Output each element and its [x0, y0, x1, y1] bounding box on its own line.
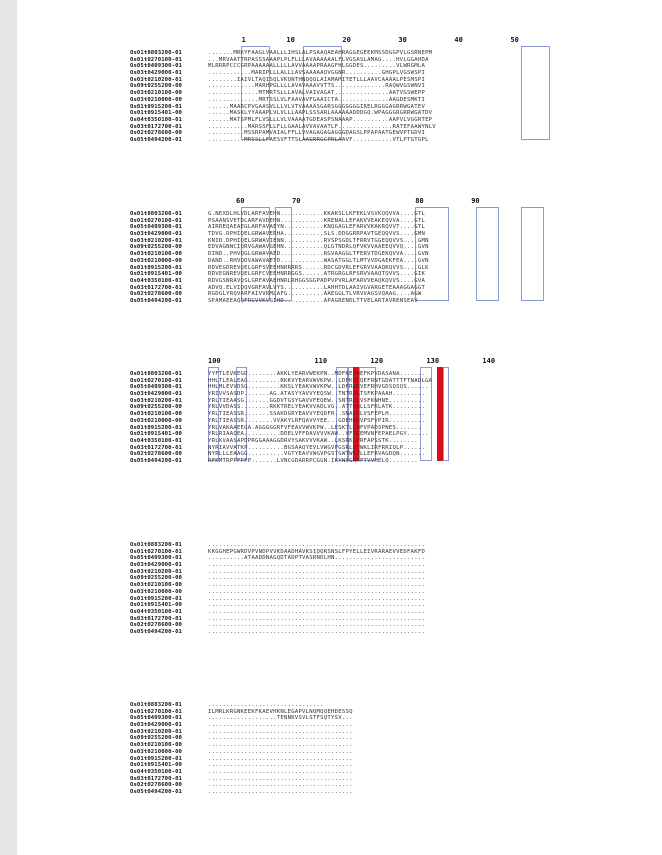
sequence-residues: YRLKVAASAPDPRGGAAAGGDRVYSAKVVVKAW..LKSRKLVRFAPSSTK........	[208, 437, 418, 444]
sequence-row	[130, 264, 550, 278]
sequence-residues: ................................	[208, 702, 324, 708]
sequence-id: Os03t0210000-00	[130, 417, 183, 424]
sequence-id: Os03t0210100-00	[130, 251, 183, 258]
sequence-row	[130, 367, 550, 377]
sequence-id: Os03t0429000-01	[130, 562, 183, 569]
sequence-rows	[130, 698, 550, 795]
sequence-id: Os01t0915401-00	[130, 431, 183, 438]
sequence-id: Os01t0915401-00	[130, 762, 183, 769]
sequence-id: Os03t0210200-01	[130, 568, 183, 575]
sequence-residues: YRIVVSASDP.......AG.ATASYYAVVYEQSW..TNTRQLTSFKPAAAH.........	[208, 391, 426, 398]
sequence-row	[130, 214, 550, 224]
sequence-residues: YRLRIAAQEA..........DDELVFFDAVVVVKAW..VFSKEMVNFEPAELPGY......	[208, 431, 429, 438]
sequence-residues: .......MRKYFAAGLVAALLLIHSLALPSAAQAEAHRAGGEGEEKMSSDGGPVLGSRNEPM	[208, 50, 433, 56]
sequence-id: Os03t0210200-01	[130, 237, 183, 244]
sequence-residues: EDVAGNNCIQRVGAWAVGEHN...........QLGTNDRLQFVKVVAAEEQVVQ....GVN	[208, 244, 429, 251]
sequence-id: Os03t0210200-01	[130, 728, 183, 735]
sequence-row	[130, 387, 550, 398]
alignment-block	[130, 197, 550, 304]
sequence-row	[130, 120, 550, 130]
sequence-id: Os03t0172700-01	[130, 284, 183, 291]
sequence-row	[130, 708, 550, 722]
sequence-row	[130, 698, 550, 708]
sequence-row	[130, 217, 550, 231]
sequence-residues: RGDGLYRQVARFAIVVRMLAFG..........AAEGGLTLVRVVAGSVQAAG....AGW	[208, 291, 422, 298]
sequence-id: Os01t0803200-01	[130, 50, 183, 56]
sequence-id: Os05t0409300-01	[130, 63, 183, 70]
sequence-row	[130, 103, 550, 117]
position-tick: 20	[342, 36, 351, 44]
sequence-rows	[130, 46, 550, 143]
sequence-row	[130, 725, 550, 735]
sequence-row	[130, 585, 550, 595]
sequence-row	[130, 785, 550, 795]
sequence-residues: TDVG.DPHIQELGRWAVERHA...........SLS.DDGGRRPAVTGEQQVVS....GMN	[208, 231, 426, 238]
sequence-row	[130, 565, 550, 575]
sequence-residues: ......MATSPMLFLVSLLLVLVAAAATGDEASPSNAAAP..........AAPVLVGGRTEP	[208, 116, 433, 123]
sequence-residues: ILMRLKRGNKEEKFKAEVHKNLEGAPVLNQMQQEHDESSQ	[208, 708, 353, 715]
sequence-id: Os03t0210100-00	[130, 411, 183, 418]
sequence-row	[130, 86, 550, 97]
position-tick: 70	[292, 197, 301, 205]
sequence-id: Os01t0915200-01	[130, 424, 183, 431]
sequence-row	[130, 66, 550, 77]
sequence-residues: ............................................................	[208, 582, 426, 589]
sequence-residues: ..........ATAADDNAGQDTADPTVASRNDLHN.........................	[208, 555, 426, 562]
sequence-row	[130, 123, 550, 137]
position-ruler	[130, 688, 550, 698]
sequence-residues: KKGGHEPGWRDVPVNDPVVKDAADHAVKSIQQRSNSLFPYELLEIVRARAEVVEDFAKFD	[208, 548, 426, 555]
sequence-id: Os01t0270100-01	[130, 217, 183, 224]
sequence-row	[130, 421, 550, 431]
sequence-residues: RDVEGDREVQELGRFSVEEHNRRRRS......RDCGDVRLEFGRVVAAQRQVVS....GLK	[208, 264, 429, 271]
sequence-residues: ............MARIPLLLALLLAVSAAAAAQVGGNR..........GHGPLVGSWSPI	[208, 70, 426, 77]
sequence-id: Os03t0210000-00	[130, 748, 183, 755]
sequence-row	[130, 444, 550, 458]
sequence-row	[130, 237, 550, 251]
sequence-row	[130, 374, 550, 384]
sequence-residues: .............MARHPGLLLLAVAVAAAVVTTS..............RAQWVGSWNVI	[208, 83, 426, 90]
sequence-residues: ............................................................	[208, 608, 426, 615]
sequence-row	[130, 394, 550, 404]
sequence-row	[130, 595, 550, 609]
sequence-row	[130, 605, 550, 615]
position-tick: 90	[471, 197, 480, 205]
sequence-row	[130, 745, 550, 755]
sequence-residues: SPAMAEEAQQFRGVVKVGIHD...........APAGRENDLTTVELARTAVRENSEAV	[208, 297, 418, 304]
sequence-residues: DAND..RHVQDVAWAVAETD............WASATGGLTLMTVVDGAEKFEA....GVN	[208, 257, 429, 264]
sequence-row	[130, 738, 550, 749]
sequence-row	[130, 261, 550, 271]
sequence-residues: ........................................	[208, 768, 353, 775]
sequence-id: Os05t0494200-01	[130, 788, 183, 795]
sequence-residues: ...MRVAATTRPASSSAAAPLPLFLLLAVAAAAAALFLVGSASLAMAG....HVLGGAHDA	[208, 56, 429, 63]
sequence-id: Os01t0915401-00	[130, 602, 183, 609]
position-tick: 80	[415, 197, 424, 205]
sequence-id: Os02t0278600-00	[130, 622, 183, 629]
sequence-id: Os09t0255200-00	[130, 735, 183, 742]
sequence-id: Os01t0915200-01	[130, 595, 183, 602]
sequence-residues: PSAANSVETDLARFAVDEHN............KRENALLEFAKVVEAKEQVVA....GTL	[208, 217, 426, 224]
sequence-id: Os03t0210200-01	[130, 76, 183, 83]
sequence-id: Os01t0915401-00	[130, 271, 183, 278]
sequence-row	[130, 113, 550, 123]
sequence-id: Os03t0429000-01	[130, 722, 183, 729]
alignment-block	[130, 688, 550, 795]
sequence-row	[130, 73, 550, 83]
sequence-residues: ........................................	[208, 782, 353, 789]
sequence-residues: ........................................	[208, 722, 353, 729]
alignment-block	[130, 528, 550, 635]
sequence-id: Os03t0210000-00	[130, 96, 183, 103]
sequence-id: Os02t0278600-00	[130, 291, 183, 298]
sequence-row	[130, 728, 550, 742]
sequence-residues: ........IAIVLTAQISQLVKQNTHNQQQLAIAMAMITETLLLAAVCAAAALPESMSPI	[208, 76, 426, 83]
sequence-id: Os03t0210200-01	[130, 397, 183, 404]
sequence-residues: ............................................................	[208, 542, 426, 548]
sequence-residues: ............................................................	[208, 595, 426, 602]
sequence-row	[130, 755, 550, 769]
sequence-id: Os09t0255200-00	[130, 83, 183, 90]
sequence-residues: ......MAARCPVGAASVLLLVLVTVAAAASGARSGGGGGGGIRELRGGGAGRRWGATEV	[208, 103, 426, 110]
sequence-id: Os09t0255200-00	[130, 404, 183, 411]
sequence-id: Os04t0350100-01	[130, 437, 183, 444]
sequence-row	[130, 441, 550, 451]
sequence-residues: AIRREQAEAEGLARFAVAEYN...........KNQGAGLEFARVVKAKRQVVT....GTL	[208, 224, 426, 231]
sequence-residues: ........................................	[208, 788, 353, 795]
sequence-row	[130, 568, 550, 582]
sequence-id: Os03t0429000-01	[130, 391, 183, 398]
sequence-residues: ......MASKLYYAAAPLVLVLLLAAPLSSSARLAAAAAADDDGQ.WPAGGGRGRRWGATDV	[208, 110, 433, 117]
sequence-row	[130, 284, 550, 298]
sequence-row	[130, 254, 550, 264]
position-tick: 30	[398, 36, 407, 44]
sequence-row	[130, 705, 550, 715]
sequence-id: Os05t0494200-01	[130, 136, 183, 143]
sequence-residues: NYRLLLEAAGG..........VGTYEAVVWGVPGSTGWTWKVLLEFRVAGDQN.......	[208, 451, 426, 458]
sequence-row	[130, 397, 550, 411]
sequence-residues: ..........MSSRPAMVAIALFFLLVVAGAGAGAGGGDAGSLPPAPAATGEWVPTGDVI	[208, 130, 426, 137]
sequence-row	[130, 718, 550, 729]
sequence-rows	[130, 367, 550, 464]
sequence-residues: YRLTIEASSR........VVAKYLRFQAVVYEE...GDEHKKVPSFVPIR..........	[208, 417, 426, 424]
sequence-row	[130, 377, 550, 391]
sequence-id: Os02t0278600-00	[130, 451, 183, 458]
sequence-id: Os05t0409300-01	[130, 555, 183, 562]
sequence-id: Os09t0255200-00	[130, 575, 183, 582]
sequence-residues: ADVQ.ELVIQQVGRFAVLVYS...........LAHHTDLAAIVGVARGETEAAAGGAGGT	[208, 284, 426, 291]
sequence-row	[130, 207, 550, 217]
sequence-id: Os05t0409300-01	[130, 384, 183, 391]
position-ruler	[130, 36, 550, 46]
sequence-row	[130, 93, 550, 103]
sequence-id: Os05t0409300-01	[130, 715, 183, 722]
sequence-row	[130, 56, 550, 70]
sequence-row	[130, 545, 550, 555]
sequence-residues: ........................................	[208, 735, 353, 742]
sequence-residues: ........................................	[208, 762, 353, 769]
sequence-id: Os04t0350100-01	[130, 608, 183, 615]
sequence-id: Os01t0270100-01	[130, 377, 183, 384]
sequence-id: Os01t0803200-01	[130, 542, 183, 548]
sequence-residues: DIND..PHVQGLGRWAVAED............RGVAAGGLTFERVTDGEKQVVA....GVN	[208, 251, 429, 258]
sequence-id: Os03t0210000-00	[130, 257, 183, 264]
sequence-residues: ............................................................	[208, 628, 426, 635]
sequence-residues: HHLTLEALEAG.........RKKVYEARVWVKPW..LDFKELQEFRNTGDATTTFTNADLGA	[208, 377, 433, 384]
sequence-row	[130, 76, 550, 90]
sequence-id: Os03t0210100-00	[130, 742, 183, 749]
sequence-row	[130, 294, 550, 304]
position-tick: 110	[314, 357, 328, 365]
position-tick: 40	[454, 36, 463, 44]
sequence-row	[130, 752, 550, 762]
sequence-row	[130, 558, 550, 569]
sequence-row	[130, 765, 550, 775]
sequence-residues: ........................................	[208, 755, 353, 762]
sequence-id: Os03t0210000-00	[130, 588, 183, 595]
sequence-residues: YRLVVDASS........RKKTRELYEAKVVADLVG..ATTHQLLSFKLATK.........	[208, 404, 426, 411]
position-tick: 60	[236, 197, 245, 205]
sequence-residues: ............................................................	[208, 562, 426, 569]
position-tick: 50	[510, 36, 519, 44]
sequence-id: Os01t0915401-00	[130, 110, 183, 117]
sequence-residues: YRLTIEAASG.......GGDVTGSYGAVVFEQEW..SNTRKLVSFKNHNE..........	[208, 397, 426, 404]
sequence-row	[130, 454, 550, 464]
sequence-row	[130, 133, 550, 143]
sequence-id: Os01t0270100-01	[130, 548, 183, 555]
sequence-residues: ............................................................	[208, 588, 426, 595]
sequence-id: Os04t0350100-01	[130, 768, 183, 775]
sequence-residues: ...................TENNKVSVLSTFSQTYSV...	[208, 715, 353, 722]
sequence-id: Os02t0278600-00	[130, 782, 183, 789]
sequence-id: Os01t0270100-01	[130, 56, 183, 63]
sequence-row	[130, 234, 550, 244]
position-tick: 1	[241, 36, 246, 44]
sequence-id: Os01t0803200-01	[130, 702, 183, 708]
sequence-residues: RFKMTRPPFPFP.......LVNCGDARRPCGGN.IKYNSGNKFTVVHELQ........	[208, 457, 418, 464]
sequence-id: Os03t0210100-00	[130, 582, 183, 589]
sequence-row	[130, 227, 550, 238]
sequence-id: Os03t0172700-01	[130, 775, 183, 782]
sequence-residues: ........................................	[208, 742, 353, 749]
sequence-row	[130, 775, 550, 789]
sequence-residues: KNID.DPHIQELGRWAVIENN...........RVSPSGDLTFRRVTGGEQQVVS....GMN	[208, 237, 429, 244]
sequence-rows	[130, 207, 550, 304]
sequence-id: Os01t0270100-01	[130, 708, 183, 715]
sequence-residues: HHLMLEVVDSG.........KKSLYEAKVWVKPW..LDFRAKVEFRHVGDSQSQS......	[208, 384, 429, 391]
sequence-id: Os05t0409300-01	[130, 224, 183, 231]
position-tick: 140	[482, 357, 496, 365]
sequence-row	[130, 578, 550, 589]
sequence-id: Os03t0172700-01	[130, 123, 183, 130]
sequence-id: Os03t0429000-01	[130, 70, 183, 77]
sequence-residues: ............................................................	[208, 602, 426, 609]
sequence-id: Os09t0255200-00	[130, 244, 183, 251]
sequence-row	[130, 772, 550, 782]
sequence-residues: ............................................................	[208, 568, 426, 575]
position-ruler	[130, 197, 550, 207]
sequence-residues: ............................................................	[208, 622, 426, 629]
sequence-id: Os01t0915200-01	[130, 103, 183, 110]
sequence-residues: RDVGSNRAVQSLGRFAVAEHNRLRHGGSGGPADPVPVRLAFARVVEAQKQVVS....GVA	[208, 277, 426, 284]
sequence-residues: YRLVAKAAEEGA.AGGGGGRFVFEAVVWVKPW..LESKTLLNFVPADSPNES.......	[208, 424, 422, 431]
sequence-id: Os03t0429000-01	[130, 231, 183, 238]
sequence-row	[130, 414, 550, 424]
sequence-row	[130, 615, 550, 629]
sequence-id: Os03t0172700-01	[130, 615, 183, 622]
sequence-residues: YRLTIEASSR.......SSAKDGRYEAVVYEQDFR..SNAKKLVSFEPLH..........	[208, 411, 426, 418]
sequence-residues: MLRRRPCCCGRPAAAAAALLLLLAVVAAAAPRAAGFHLGGDES.........VLWRGMLA	[208, 63, 426, 70]
sequence-residues: ........................................	[208, 775, 353, 782]
sequence-row	[130, 407, 550, 418]
sequence-id: Os01t0915200-01	[130, 264, 183, 271]
sequence-residues: ........................................	[208, 728, 353, 735]
sequence-id: Os01t0915200-01	[130, 755, 183, 762]
sequence-residues: ........................................	[208, 748, 353, 755]
sequence-residues: NYRIAVVATKP..........BGSAAQYEVLVWGVPGSRLDTWKLIRFRRIQLP......	[208, 444, 426, 451]
sequence-row	[130, 274, 550, 284]
sequence-residues: ............................................................	[208, 575, 426, 582]
sequence-id: Os05t0494200-01	[130, 628, 183, 635]
sequence-id: Os04t0350100-01	[130, 277, 183, 284]
sequence-residues: ..............MRTSSLVLFAAVAVFGAAICTA..............AAGDESMKTI	[208, 96, 426, 103]
position-ruler	[130, 357, 550, 367]
alignment-block	[130, 357, 550, 464]
sequence-residues: YYFTLEVKEGD........AKKLYEARVWEKPN..MDFKEDQEFKPVDASANA.......	[208, 371, 426, 377]
sequence-row	[130, 538, 550, 548]
position-tick: 100	[208, 357, 221, 365]
sequence-row	[130, 100, 550, 110]
sequence-id: Os05t0494200-01	[130, 297, 183, 304]
sequence-row	[130, 247, 550, 258]
sequence-id: Os03t0172700-01	[130, 444, 183, 451]
sequence-residues: ..............MTMRTSLLLAVALVAIVAGAT...............AATVGSWEPP	[208, 90, 426, 97]
sequence-id: Os03t0210100-00	[130, 90, 183, 97]
sequence-id: Os04t0350100-01	[130, 116, 183, 123]
sequence-id: Os05t0494200-01	[130, 457, 183, 464]
alignment-block	[130, 36, 550, 143]
sequence-row	[130, 46, 550, 56]
position-ruler	[130, 528, 550, 538]
sequence-row	[130, 424, 550, 438]
position-tick: 120	[370, 357, 384, 365]
alignment-page	[17, 0, 662, 855]
sequence-row	[130, 53, 550, 63]
sequence-id: Os01t0803200-01	[130, 371, 183, 377]
sequence-rows	[130, 538, 550, 635]
sequence-id: Os02t0278600-00	[130, 130, 183, 137]
sequence-row	[130, 281, 550, 291]
sequence-row	[130, 548, 550, 562]
sequence-row	[130, 592, 550, 602]
sequence-residues: RDVEGNREVQELGRFCVEEHNRRGGS......ATRGRGLRFSRVVAAQTQVVS....GIK	[208, 271, 426, 278]
sequence-residues: G.NEXDLHLVDLARFAVEHN............KKAKSLLKFEKLVSVKQQVVA....GTL	[208, 211, 426, 217]
sequence-residues: ..........MRSSLLFAESVFTTSLAAGRRGCPRLAAVF...........VTLPTGTGPL	[208, 136, 429, 143]
position-tick: 130	[426, 357, 440, 365]
sequence-row	[130, 434, 550, 444]
sequence-id: Os01t0803200-01	[130, 211, 183, 217]
sequence-residues: ...........MARSSFLLFLLGAALAVVAVAATLF...............RATEFAAWYNLV	[208, 123, 436, 130]
sequence-residues: ............................................................	[208, 615, 426, 622]
sequence-row	[130, 625, 550, 635]
position-tick: 10	[286, 36, 295, 44]
sequence-row	[130, 612, 550, 622]
